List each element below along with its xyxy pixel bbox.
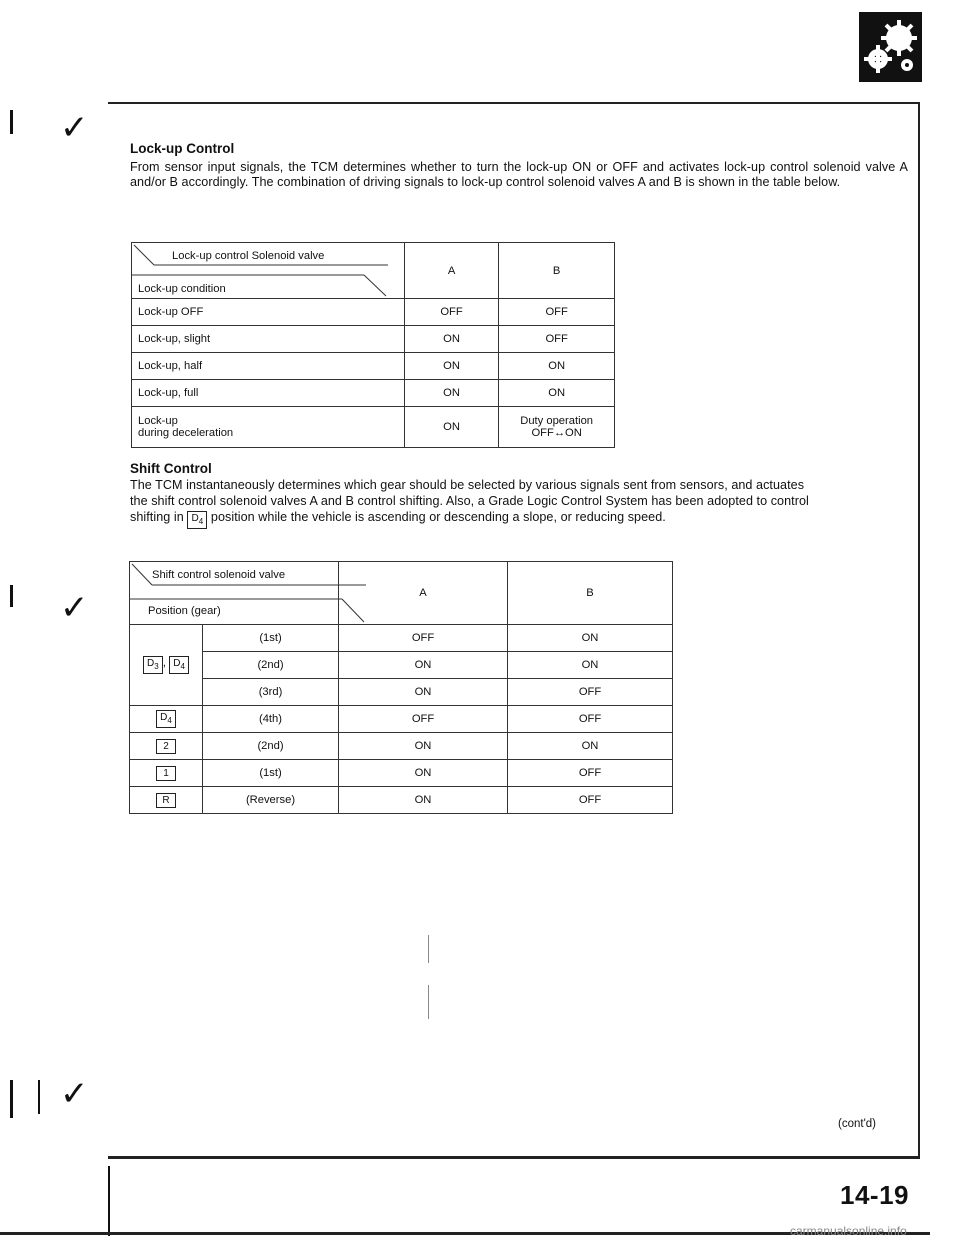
d4-position-badge bbox=[187, 511, 207, 529]
shift-corner-bottom: Position (gear) bbox=[148, 605, 221, 617]
table-row bbox=[132, 326, 615, 353]
table-row bbox=[130, 760, 673, 787]
table-row bbox=[130, 733, 673, 760]
d3-sub: 3 bbox=[154, 662, 159, 671]
lockup-value-a: ON bbox=[404, 407, 498, 448]
lockup-value-a: ON bbox=[404, 380, 498, 407]
shift-gear: (2nd) bbox=[203, 733, 339, 760]
d3-letter: D bbox=[147, 658, 155, 669]
shift-value-b: OFF bbox=[508, 787, 673, 814]
shift-value-b: ON bbox=[508, 625, 673, 652]
shift-table bbox=[129, 561, 673, 814]
shift-value-a: ON bbox=[339, 679, 508, 706]
lockup-value-b: OFF bbox=[499, 299, 615, 326]
lockup-value-b: OFF bbox=[499, 326, 615, 353]
shift-heading: Shift Control bbox=[130, 461, 212, 476]
d4-position-badge bbox=[156, 710, 176, 728]
check-mark-icon: ✓ bbox=[60, 108, 89, 148]
binding-mark bbox=[10, 110, 13, 134]
binding-mark bbox=[108, 1166, 110, 1236]
lockup-heading: Lock-up Control bbox=[130, 141, 235, 156]
shift-value-a: ON bbox=[339, 733, 508, 760]
table-row bbox=[130, 787, 673, 814]
shift-gear: (1st) bbox=[203, 625, 339, 652]
table-row bbox=[130, 679, 673, 706]
lockup-value-b: ON bbox=[499, 380, 615, 407]
shift-gear: (4th) bbox=[203, 706, 339, 733]
d4-letter: D bbox=[173, 658, 181, 669]
shift-corner-cell bbox=[130, 562, 339, 625]
d4-sub: 4 bbox=[198, 517, 204, 526]
right-rule bbox=[918, 102, 920, 1157]
d4-sub: 4 bbox=[167, 716, 172, 725]
position-2-badge: 2 bbox=[156, 739, 176, 754]
lockup-corner-cell bbox=[132, 243, 405, 299]
table-row bbox=[130, 706, 673, 733]
d3-position-badge bbox=[143, 656, 163, 674]
lockup-condition-line2: during deceleration bbox=[138, 427, 234, 439]
lockup-table-header bbox=[132, 243, 615, 299]
lockup-value-a: OFF bbox=[404, 299, 498, 326]
d4-letter: D bbox=[160, 712, 168, 723]
lockup-col-a: A bbox=[404, 243, 498, 299]
shift-gear: (3rd) bbox=[203, 679, 339, 706]
lockup-col-b: B bbox=[499, 243, 615, 299]
shift-description-line3 bbox=[130, 510, 908, 529]
lockup-condition: Lock-up, slight bbox=[132, 326, 405, 353]
lockup-table bbox=[131, 242, 615, 448]
lockup-condition: Lock-up OFF bbox=[132, 299, 405, 326]
page-number: 14-19 bbox=[840, 1180, 909, 1210]
lockup-description: From sensor input signals, the TCM determines whether to turn the lock-up ON or OFF and activates lock-up control solenoid valve A and/or B accordingly. The combination of driving signals to lock-up control solenoid valves A and B is shown in the table below. bbox=[130, 160, 908, 189]
position-r-badge: R bbox=[156, 793, 176, 808]
table-row bbox=[132, 407, 615, 448]
lockup-condition: Lock-up, half bbox=[132, 353, 405, 380]
shift-position-d3-d4 bbox=[130, 625, 203, 706]
shift-col-a: A bbox=[339, 562, 508, 625]
binding-mark bbox=[38, 1080, 40, 1114]
lockup-value-b bbox=[499, 407, 615, 448]
lockup-value-b-line1: Duty operation bbox=[520, 415, 594, 427]
shift-description-line3-pre: shifting in bbox=[130, 510, 184, 524]
shift-value-b: OFF bbox=[508, 706, 673, 733]
shift-gear: (1st) bbox=[203, 760, 339, 787]
comma-separator: , bbox=[162, 657, 166, 669]
shift-description-line3-post: position while the vehicle is ascending or descending a slope, or reducing speed. bbox=[210, 510, 666, 524]
shift-value-a: ON bbox=[339, 652, 508, 679]
gears-icon bbox=[859, 12, 922, 82]
watermark: carmanualsonline.info bbox=[790, 1224, 907, 1238]
shift-value-b: ON bbox=[508, 652, 673, 679]
lockup-value-b-line2: OFF↔ON bbox=[531, 427, 582, 439]
shift-value-a: ON bbox=[339, 760, 508, 787]
shift-description-line2: the shift control solenoid valves A and B control shifting. Also, a Grade Logic Control System has been adopted to control bbox=[130, 494, 809, 508]
shift-value-a: OFF bbox=[339, 706, 508, 733]
table-row bbox=[130, 652, 673, 679]
shift-value-a: ON bbox=[339, 787, 508, 814]
shift-value-b: OFF bbox=[508, 679, 673, 706]
continued-label: (cont'd) bbox=[838, 1118, 876, 1130]
d4-letter: D bbox=[191, 513, 199, 524]
table-row bbox=[132, 299, 615, 326]
stray-mark bbox=[428, 935, 429, 963]
shift-corner-top: Shift control solenoid valve bbox=[152, 569, 286, 581]
lockup-value-b: ON bbox=[499, 353, 615, 380]
shift-table-header bbox=[130, 562, 673, 625]
lockup-condition-line1: Lock-up bbox=[138, 415, 178, 427]
d4-sub: 4 bbox=[180, 662, 185, 671]
shift-position-d4 bbox=[130, 706, 203, 733]
check-mark-icon: ✓ bbox=[60, 588, 89, 628]
shift-description-line1: The TCM instantaneously determines which gear should be selected by various signals sent from sensors, and actuates bbox=[130, 478, 805, 492]
shift-position-r bbox=[130, 787, 203, 814]
binding-mark bbox=[10, 1080, 13, 1118]
shift-value-b: OFF bbox=[508, 760, 673, 787]
binding-mark bbox=[10, 585, 13, 607]
shift-col-b: B bbox=[508, 562, 673, 625]
shift-position-1 bbox=[130, 760, 203, 787]
lockup-corner-bottom: Lock-up condition bbox=[138, 283, 226, 295]
table-row bbox=[132, 380, 615, 407]
bottom-rule bbox=[108, 1156, 920, 1159]
lockup-condition bbox=[132, 407, 405, 448]
shift-gear: (Reverse) bbox=[203, 787, 339, 814]
lockup-value-a: ON bbox=[404, 353, 498, 380]
table-row bbox=[132, 353, 615, 380]
lockup-value-a: ON bbox=[404, 326, 498, 353]
shift-value-a: OFF bbox=[339, 625, 508, 652]
stray-mark bbox=[428, 985, 429, 1019]
table-row bbox=[130, 625, 673, 652]
shift-position-2 bbox=[130, 733, 203, 760]
d4-position-badge bbox=[169, 656, 189, 674]
top-rule bbox=[108, 102, 918, 104]
lockup-corner-top: Lock-up control Solenoid valve bbox=[172, 250, 325, 262]
check-mark-icon: ✓ bbox=[60, 1074, 89, 1114]
lockup-condition: Lock-up, full bbox=[132, 380, 405, 407]
shift-gear: (2nd) bbox=[203, 652, 339, 679]
shift-value-b: ON bbox=[508, 733, 673, 760]
position-1-badge: 1 bbox=[156, 766, 176, 781]
